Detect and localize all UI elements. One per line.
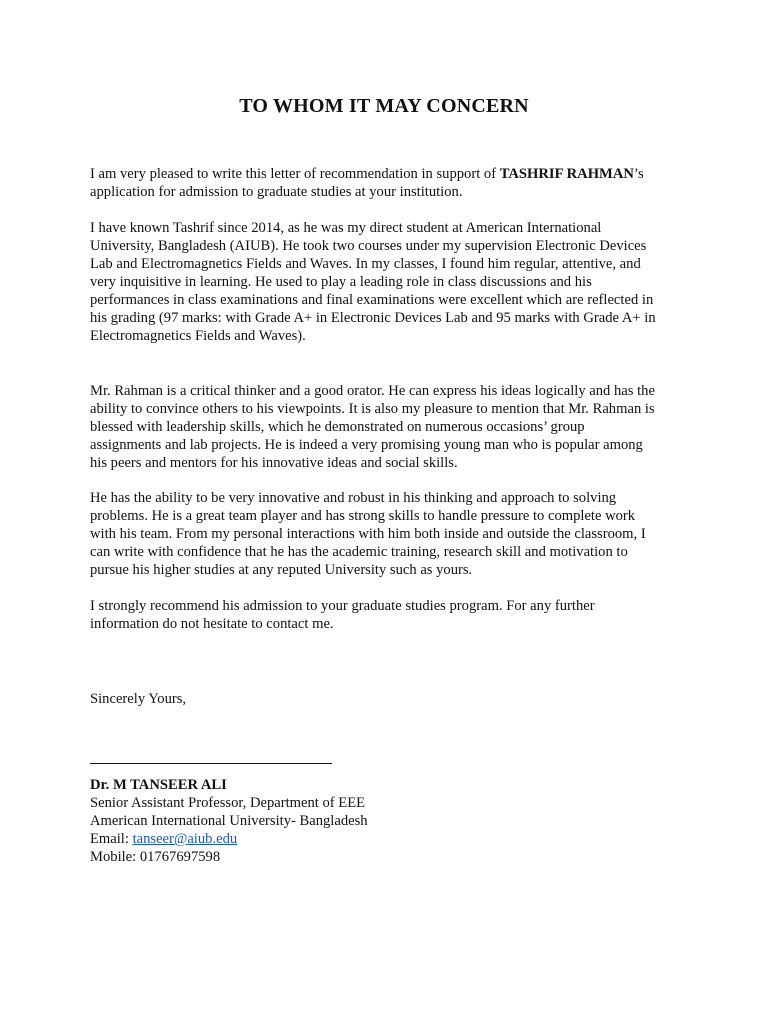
paragraph-line: pursue his higher studies at any reputed University such as yours. xyxy=(90,562,473,578)
paragraph-line: Electromagnetics Fields and Waves). xyxy=(90,328,306,344)
paragraph-line: He has the ability to be very innovative and robust in his thinking and approach to solving xyxy=(90,490,617,506)
paragraph-line: very inquisitive in learning. He used to play a leading role in class discussions and his xyxy=(90,274,592,290)
signature-block xyxy=(90,776,368,866)
paragraph-line: information do not hesitate to contact me. xyxy=(90,616,334,632)
closing-salutation: Sincerely Yours, xyxy=(90,691,187,707)
signature-line xyxy=(90,763,332,764)
intro-text: I am very pleased to write this letter of recommendation in support of xyxy=(90,166,500,182)
paragraph-line: his grading (97 marks: with Grade A+ in Electronic Devices Lab and 95 marks with Grade A+ in xyxy=(90,310,656,326)
paragraph-line: with his team. From my personal interactions with him both inside and outside the classroom, I xyxy=(90,526,646,542)
acquaintance-paragraph xyxy=(90,219,680,345)
paragraph-line: I have known Tashrif since 2014, as he was my direct student at American International xyxy=(90,220,602,236)
paragraph-line: ability to convince others to his viewpoints. It is also my pleasure to mention that Mr. Rahman is xyxy=(90,401,655,417)
signatory-institution: American International University- Bangladesh xyxy=(90,813,368,829)
letter-title: TO WHOM IT MAY CONCERN xyxy=(239,95,529,117)
email-row xyxy=(90,830,368,848)
signatory-position: Senior Assistant Professor, Department of EEE xyxy=(90,795,366,811)
intro-line-2: application for admission to graduate studies at your institution. xyxy=(90,184,463,200)
paragraph-line: I strongly recommend his admission to your graduate studies program. For any further xyxy=(90,598,595,614)
intro-paragraph xyxy=(90,165,680,201)
character-paragraph xyxy=(90,382,680,472)
paragraph-line: his peers and mentors for his innovative ideas and social skills. xyxy=(90,455,458,471)
candidate-name: TASHRIF RAHMAN xyxy=(499,166,634,182)
intro-line-1 xyxy=(90,165,680,183)
email-link[interactable]: tanseer@aiub.edu xyxy=(132,831,238,847)
paragraph-line: performances in class examinations and final examinations were excellent which are reflected in xyxy=(90,292,654,308)
ability-paragraph xyxy=(90,489,680,579)
paragraph-line: Lab and Electromagnetics Fields and Waves. In my classes, I found him regular, attentive, and xyxy=(90,256,641,272)
paragraph-line: blessed with leadership skills, which he demonstrated on numerous occasions’ group xyxy=(90,419,585,435)
paragraph-line: problems. He is a great team player and has strong skills to handle pressure to complete work xyxy=(90,508,636,524)
email-label: Email: xyxy=(90,831,133,847)
recommendation-paragraph xyxy=(90,597,680,633)
paragraph-line: can write with confidence that he has the academic training, research skill and motivation to xyxy=(90,544,628,560)
paragraph-line: Mr. Rahman is a critical thinker and a good orator. He can express his ideas logically and has the xyxy=(90,383,655,399)
signatory-name: Dr. M TANSEER ALI xyxy=(90,777,227,793)
intro-possessive: ’s xyxy=(633,166,644,182)
mobile-number: Mobile: 01767697598 xyxy=(90,849,221,865)
paragraph-line: assignments and lab projects. He is indeed a very promising young man who is popular among xyxy=(90,437,643,453)
paragraph-line: University, Bangladesh (AIUB). He took two courses under my supervision Electronic Devices xyxy=(90,238,647,254)
